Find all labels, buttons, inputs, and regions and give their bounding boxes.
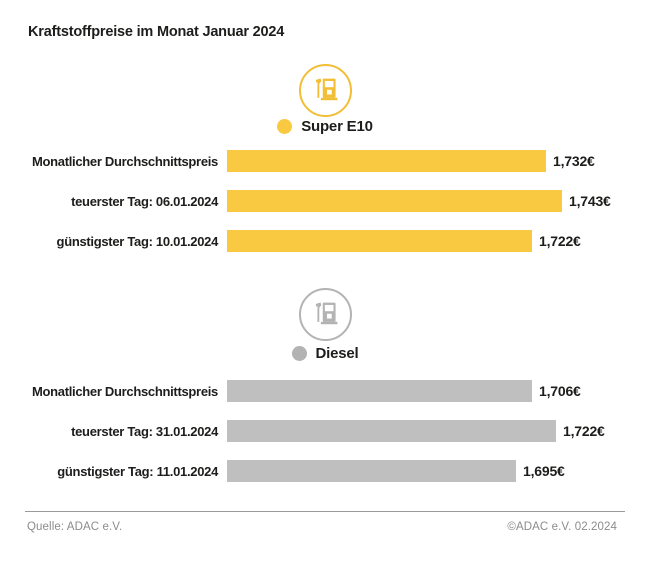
legend-dot <box>292 346 307 361</box>
bar <box>227 150 546 172</box>
bar-row-label: Monatlicher Durchschnittspreis <box>31 153 218 169</box>
bar <box>227 380 532 402</box>
copyright-text: ©ADAC e.V. 02.2024 <box>507 521 617 533</box>
bar-row-super-max <box>0 190 650 212</box>
legend-label: Super E10 <box>301 117 373 135</box>
bar <box>227 230 532 252</box>
super-e10-legend <box>0 118 650 134</box>
bar-row-label: Monatlicher Durchschnittspreis <box>31 383 218 399</box>
bar-value: 1,743€ <box>569 193 611 209</box>
bar-row-super-average <box>0 150 650 172</box>
bar <box>227 420 556 442</box>
bar-value: 1,706€ <box>539 383 581 399</box>
bar-value: 1,722€ <box>563 423 605 439</box>
fuel-pump-icon <box>299 64 352 117</box>
bar-row-label: teuerster Tag: 31.01.2024 <box>71 423 218 439</box>
fuel-pump-icon <box>299 288 352 341</box>
bar-row-diesel-average <box>0 380 650 402</box>
legend-label: Diesel <box>315 344 359 362</box>
bar-row-label: teuerster Tag: 06.01.2024 <box>71 193 218 209</box>
bar-row-super-min <box>0 230 650 252</box>
source-text: Quelle: ADAC e.V. <box>27 521 123 533</box>
bar-value: 1,732€ <box>553 153 595 169</box>
page-title: Kraftstoffpreise im Monat Januar 2024 <box>28 24 285 40</box>
diesel-icon-row <box>0 288 650 341</box>
bar-row-diesel-max <box>0 420 650 442</box>
bar-value: 1,695€ <box>523 463 565 479</box>
bar <box>227 460 516 482</box>
bar-row-diesel-min <box>0 460 650 482</box>
bar-value: 1,722€ <box>539 233 581 249</box>
legend-dot <box>277 119 292 134</box>
bar <box>227 190 562 212</box>
bar-row-label: günstigster Tag: 10.01.2024 <box>56 233 218 249</box>
footer-divider <box>25 511 625 512</box>
bar-row-label: günstigster Tag: 11.01.2024 <box>57 463 218 479</box>
super-e10-icon-row <box>0 64 650 117</box>
diesel-legend <box>0 345 650 361</box>
